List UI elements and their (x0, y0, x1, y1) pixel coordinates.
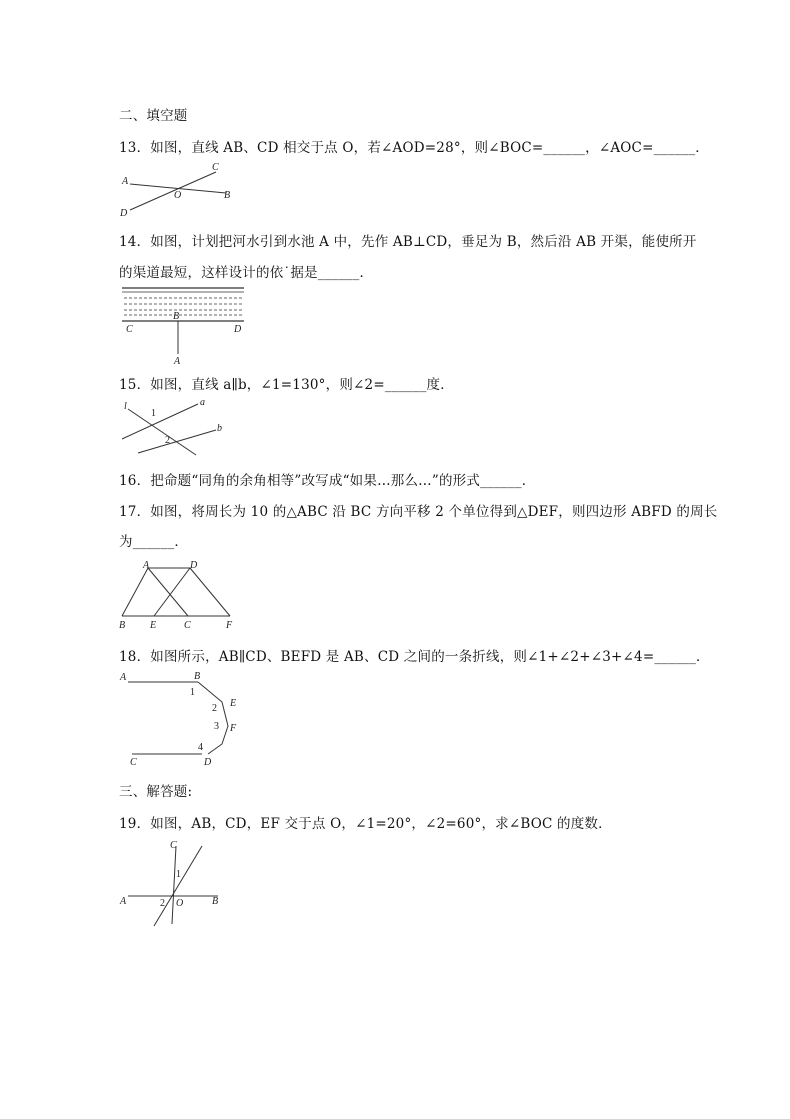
label-D: D (234, 324, 242, 335)
label-angle-1: 1 (176, 869, 181, 880)
line-ef (154, 846, 202, 926)
label-C: C (130, 757, 137, 768)
label-D: D (204, 757, 212, 768)
segment-ac (148, 568, 188, 616)
label-A: A (120, 672, 127, 683)
label-A: A (120, 896, 127, 907)
label-angle-2: 2 (212, 703, 217, 714)
label-C: C (126, 324, 133, 335)
question-18: 18．如图所示，AB∥CD、BEFD 是 AB、CD 之间的一条折线，则∠1+∠2+∠3+∠4=______． (119, 649, 710, 665)
label-B: B (212, 896, 219, 907)
label-angle-1: 1 (151, 408, 156, 419)
figure-q17 (116, 558, 256, 634)
figure-q18 (118, 668, 248, 768)
label-C: C (170, 840, 177, 851)
label-B: B (224, 190, 231, 201)
question-17-line-1: 17．如图，将周长为 10 的△ABC 沿 BC 方向平移 2 个单位得到△DEF，则四边形 ABFD 的周长 (119, 504, 718, 520)
question-13: 13．如图，直线 AB、CD 相交于点 O，若∠AOD=28°，则∠BOC=______，∠AOC=______． (119, 140, 709, 156)
label-E: E (150, 620, 157, 631)
segment-df (190, 568, 230, 616)
label-C: C (212, 162, 219, 173)
question-14-line-2: 的渠道最短，这样设计的依˙据是______． (119, 265, 374, 281)
label-angle-3: 3 (214, 721, 219, 732)
label-A: A (143, 560, 150, 571)
label-angle-4: 4 (198, 742, 203, 753)
label-B: B (194, 671, 201, 682)
figure-q13 (118, 160, 248, 218)
label-b: b (217, 423, 222, 434)
label-D: D (120, 208, 128, 219)
question-16: 16．把命题“同角的余角相等”改写成“如果…那么…”的形式______． (119, 473, 536, 489)
label-A: A (174, 356, 181, 367)
question-19: 19．如图，AB，CD，EF 交于点 O，∠1=20°，∠2=60°，求∠BOC 的度数． (119, 816, 612, 832)
label-E: E (230, 698, 237, 709)
line-b (138, 430, 216, 453)
label-a: a (200, 397, 205, 408)
label-B: B (173, 311, 180, 322)
section-heading-fill-in: 二、填空题 (119, 108, 188, 124)
label-angle-2: 2 (165, 435, 170, 446)
label-D: D (190, 560, 198, 571)
label-l: l (124, 401, 127, 412)
segment-ab (122, 568, 148, 616)
label-F: F (226, 620, 233, 631)
label-C: C (184, 620, 191, 631)
label-O: O (174, 190, 182, 201)
question-14-line-1: 14．如图，计划把河水引到水池 A 中，先作 AB⊥CD，垂足为 B，然后沿 AB 开渠，能使所开 (119, 234, 697, 250)
label-O: O (176, 898, 184, 909)
figure-q19 (118, 836, 228, 930)
question-15: 15．如图，直线 a∥b，∠1=130°，则∠2=______度． (119, 377, 454, 393)
figure-q15 (118, 395, 228, 461)
line-a (122, 404, 198, 439)
label-F: F (230, 723, 237, 734)
segment-de (154, 568, 190, 616)
label-B: B (119, 620, 126, 631)
question-17-line-2: 为______． (119, 534, 189, 550)
label-angle-2: 2 (160, 898, 165, 909)
label-A: A (122, 176, 129, 187)
label-angle-1: 1 (190, 687, 195, 698)
line-cd (172, 846, 176, 924)
section-heading-answer: 三、解答题: (119, 784, 193, 800)
figure-q14 (118, 284, 250, 366)
